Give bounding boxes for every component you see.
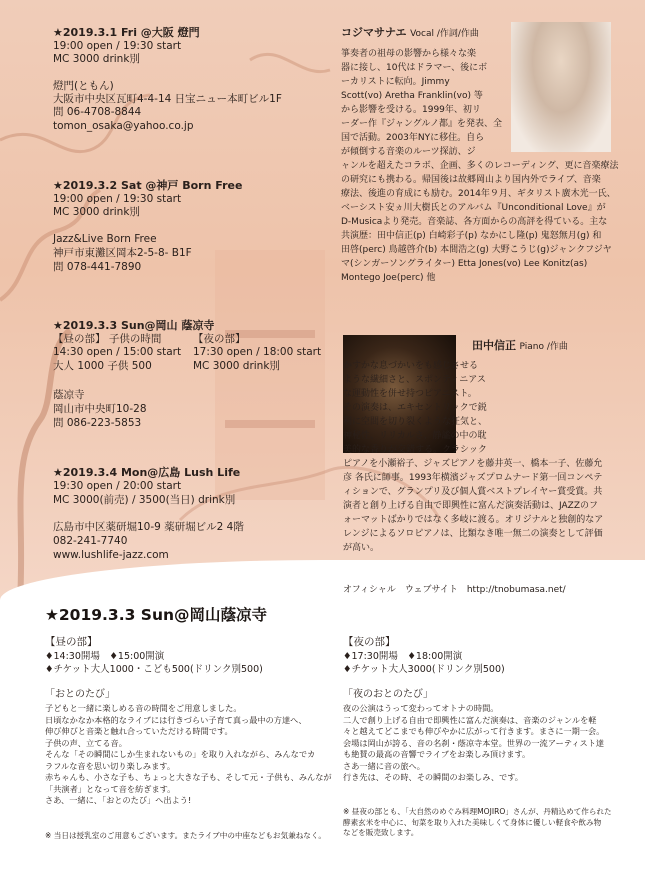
event-4-line: 19:30 open / 20:00 start xyxy=(53,480,182,492)
artist-1-bio-line: D-Musicaより発売。音楽誌、各方面からの高評を得ている。主な xyxy=(341,217,608,227)
night-description xyxy=(343,703,604,784)
artist-2-website: オフィシャル ウェブサイト http://tnobumasa.net/ xyxy=(343,585,566,595)
night-heading: 【夜の部】 xyxy=(343,636,396,648)
artist-2-bio-line: 利に空間を切り裂くような狂気と、 xyxy=(343,417,488,427)
event-3-day: 大人 1000 子供 500 xyxy=(53,360,152,372)
artist-1-bio xyxy=(341,47,619,285)
artist-1-bio-line: が傾倒する音楽のルーツ探訪、ジ xyxy=(341,147,476,157)
artist-1-bio-line: 共演歴：田中信正(p) 白崎彩子(p) なかにし隆(p) 鬼怒無月(g) 和 xyxy=(341,231,602,241)
artist-1-role: Vocal /作詞/作曲 xyxy=(410,29,479,39)
artist-2-bio-line: 神秘性、リリカルさ、静謐の中の耽 xyxy=(343,431,487,441)
day-description-line: さあ、一緒に、「おとのたび」へ出よう! xyxy=(45,795,192,805)
artist-1-bio-line: 箏奏者の祖母の影響から様々な楽 xyxy=(341,49,477,59)
day-time: ♦14:30開場 ♦15:00開演 xyxy=(45,650,165,662)
artist-1-name: コジマサナエ xyxy=(341,26,407,39)
night-description-line: も絶賛の最高の音響でライブをお楽しみ頂けます。 xyxy=(343,749,531,759)
artist-2-bio-line: ィションで、グランプリ及び個人賞ベストプレイヤー賞受賞。共 xyxy=(343,487,603,497)
day-description-line: そんな「その瞬間にしか生まれないもの」を取り入れながら、みんなでカ xyxy=(45,749,316,759)
artist-2-bio-line: ォーマットばかりではなく多岐に渡る。オリジナルと独創的なア xyxy=(343,515,604,525)
day-description-line: 日頃なかなか本格的なライブには行きづらい子育て真っ最中の方達へ、 xyxy=(45,714,307,725)
event-4-venue: www.lushlife-jazz.com xyxy=(53,549,169,561)
event-3-venue: 岡山市中央町10-28 xyxy=(53,403,147,415)
artist-1-bio-line: Scott(vo) Aretha Franklin(vo) 等 xyxy=(341,91,483,101)
day-description-line: ラフルな音を思い切り楽しみます。 xyxy=(45,760,176,771)
night-description-line: 夜の公演はうって変わってオトナの時間。 xyxy=(343,703,499,713)
artist-2-bio-line: な運動性を併せ持つピアニスト。 xyxy=(343,389,477,399)
day-description-line: 子供の声、立てる音。 xyxy=(45,737,127,748)
artist-2-bio-line: 演者と創り上げる自由で即興性に富んだ演奏活動は、JAZZのフ xyxy=(343,501,598,511)
night-note-line: 酵素玄米を中心に、旬菜を取り入れた美味しくて身体に優しい軽食や飲み物 xyxy=(343,817,602,827)
night-ticket: ♦チケット大人3000(ドリンク別500) xyxy=(343,664,505,675)
artist-2-bio-line: ような繊細さと、スポンティニアス xyxy=(343,375,486,385)
artist-1-heading xyxy=(341,26,479,41)
day-session xyxy=(45,636,263,677)
event-3-venue: 蔭凉寺 xyxy=(53,389,85,401)
event-1-venue: 燈門(ともん) xyxy=(53,80,114,92)
event-2-line: MC 3000 drink別 xyxy=(53,206,140,218)
event-3-night: 【夜の部】 xyxy=(193,333,246,345)
artist-2-role: Piano /作曲 xyxy=(519,342,568,352)
okayama-title: ★2019.3.3 Sun@岡山蔭凉寺 xyxy=(45,606,268,624)
day-description-line: 「共演者」となって音を紡ぎます。 xyxy=(45,783,176,794)
day-description-line: 赤ちゃんも、小さな子も、ちょっと大きな子も、そして元・子供も、みんなが xyxy=(45,772,332,782)
day-description-line: 伸び伸びと音楽と触れ合っていただける時間です。 xyxy=(45,726,233,736)
night-description-line: 々と越えてどこまでも伸びやかに広がって行きます。まさに一期一会。 xyxy=(343,726,605,736)
night-session xyxy=(343,636,505,677)
event-3-day: 14:30 open / 15:00 start xyxy=(53,346,182,358)
artist-2-bio-line: かすかな息づかいをも感じさせる xyxy=(343,361,479,371)
night-note-line: などを販売致します。 xyxy=(343,828,419,837)
event-2-header: ★2019.3.2 Sat @神戸 Born Free xyxy=(53,179,243,192)
artist-1-bio-line: 療法、後進の育成にも励む。2014年９月、ギタリスト廣木光一氏、 xyxy=(341,189,616,199)
artist-2-bio xyxy=(343,359,603,555)
event-2-venue: Jazz&Live Born Free xyxy=(53,233,157,245)
artist-1-bio-line: ャンルを超えたコラボ、企画、多くのレコーディング、更に音楽療法 xyxy=(341,161,619,171)
event-3-day: 【昼の部】 子供の時間 xyxy=(53,333,162,345)
night-description-line: 会場は岡山が誇る、音の名刹・蔭凉寺本堂。世界の一流アーティスト達 xyxy=(343,737,605,748)
day-description xyxy=(45,703,332,807)
night-description-line: 行き先は、その時、その瞬間のお楽しみ、です。 xyxy=(343,772,523,782)
event-1-venue: tomon_osaka@yahoo.co.jp xyxy=(53,120,194,132)
artist-2-bio-line: 彦 各氏に師事。1993年横濱ジャズプロムナード第一回コンペテ xyxy=(343,473,603,483)
artist-2-bio-line: ピアノを小瀬裕子、ジャズピアノを藤井英一、橋本一子、佐藤允 xyxy=(343,459,603,469)
event-3-venue: 問 086-223-5853 xyxy=(53,417,142,429)
artist-1-bio-line: 器に接し、10代はドラマー、後にボ xyxy=(341,63,488,73)
event-1-header: ★2019.3.1 Fri @大阪 燈門 xyxy=(53,26,200,39)
artist-1-bio-line: 田啓(perc) 鳥越啓介(b) 本間浩之(g) 大野こうじ(g)ジャンクフジヤ xyxy=(341,245,612,255)
artist-1-bio-line: マ(シンガーソングライター) Etta Jones(vo) Lee Konitz(as) xyxy=(341,259,588,269)
event-2-venue: 問 078-441-7890 xyxy=(53,261,142,273)
artist-2-bio-line: が高い。 xyxy=(343,543,380,553)
artist-2-heading xyxy=(472,339,568,354)
event-2-venue: 神戸市東灘区岡本2-5-8- B1F xyxy=(53,247,192,259)
event-3-header: ★2019.3.3 Sun@岡山 蔭凉寺 xyxy=(53,319,215,332)
artist-1-bio-line: の研究にも携わる。帰国後は故郷岡山より国内外でライブ、音楽 xyxy=(341,175,601,185)
day-ticket: ♦チケット大人1000・こども500(ドリンク別500) xyxy=(45,664,263,675)
day-note: ※ 当日は授乳室のご用意もございます。またライブ中の中座などもお気兼ねなく。 xyxy=(45,831,326,840)
night-time: ♦17:30開場 ♦18:00開演 xyxy=(343,650,463,662)
event-3-night: MC 3000 drink別 xyxy=(193,360,280,372)
event-4-header: ★2019.3.4 Mon@広島 Lush Life xyxy=(53,466,241,479)
background-curve xyxy=(0,560,645,640)
artist-2-bio-line: 美的な香りが交錯する。クラシック xyxy=(343,445,487,455)
day-heading: 【昼の部】 xyxy=(45,636,98,648)
event-3-night: 17:30 open / 18:00 start xyxy=(193,346,322,358)
artist-1-bio-line: ベーシスト安ヵ川大樹氏とのアルバム『Unconditional Love』が xyxy=(341,203,606,213)
night-note-line: ※ 昼夜の部とも、「大自然のめぐみ料理MOJIRO」さんが、丹精込めて作られた xyxy=(343,807,612,816)
event-1-venue: 問 06-4708-8844 xyxy=(53,106,142,118)
artist-2-name: 田中信正 xyxy=(472,339,516,352)
artist-2-bio-line: レンジによるソロピアノは、比類なき唯一無二の演奏として評価 xyxy=(343,529,603,539)
event-4-venue: 082-241-7740 xyxy=(53,535,128,547)
event-1-line: 19:00 open / 19:30 start xyxy=(53,40,182,52)
night-description-line: 二人で創り上げる自由で即興性に富んだ演奏は、音楽のジャンルを軽 xyxy=(343,714,597,725)
night-description-line: さあ一緒に音の旅へ。 xyxy=(343,760,425,771)
night-note xyxy=(343,807,612,839)
event-1-line: MC 3000 drink別 xyxy=(53,53,140,65)
event-2-line: 19:00 open / 19:30 start xyxy=(53,193,182,205)
artist-1-bio-line: ーカリストに転向。Jimmy xyxy=(341,77,450,87)
event-1-venue: 大阪市中央区瓦町4-4-14 日宝ニュー本町ビル1F xyxy=(53,93,282,105)
day-subtitle: 「おとのたび」 xyxy=(45,689,115,700)
artist-1-bio-line: Montego Joe(perc) 他 xyxy=(341,273,436,283)
event-4-venue: 広島市中区薬研堀10-9 薬研堀ビル2 4階 xyxy=(53,521,244,533)
artist-1-bio-line: から影響を受ける。1999年、初リ xyxy=(341,105,481,115)
night-subtitle: 「夜のおとのたび」 xyxy=(343,689,433,700)
event-4-line: MC 3000(前売) / 3500(当日) drink別 xyxy=(53,494,236,506)
artist-2-bio-line: その演奏は、エキセントリックで鋭 xyxy=(343,403,487,413)
artist-1-bio-line: ーダー作『ジャングルノ都』を発表、全 xyxy=(341,119,503,129)
artist-1-bio-line: 国で活動。2003年NYに移住。自ら xyxy=(341,133,485,143)
day-description-line: 子どもと一緒に楽しめる音の時間をご用意しました。 xyxy=(45,703,242,713)
